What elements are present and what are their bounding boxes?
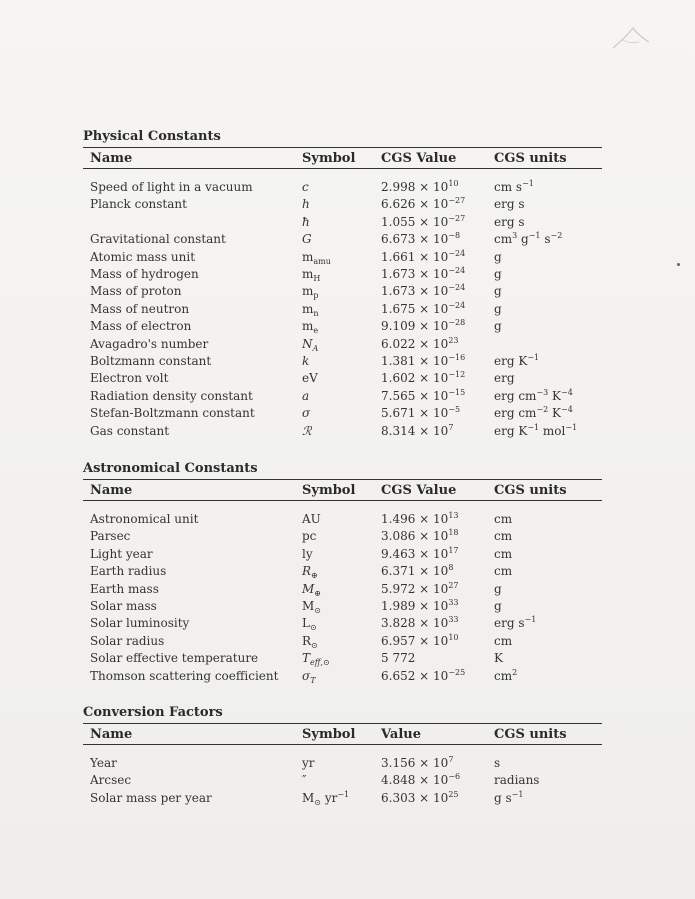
header-symbol: Symbol [295, 480, 374, 501]
cell-units: erg $K^{-1}$ mol$^{-1}$ [494, 422, 578, 438]
cell-symbol: $L_⊙$ [302, 616, 317, 633]
cell-name: Earth mass [90, 581, 159, 596]
table-row [83, 598, 602, 615]
cell-units: erg $cm^{-2}$ $K^{-4}$ [494, 405, 573, 421]
cell-value: $6.626 \times 10^{-27}$ [381, 196, 466, 212]
section-title: Physical Constants [83, 129, 221, 144]
header-value: CGS Value [374, 480, 487, 501]
cell-value: $1.055 \times 10^{-27}$ [381, 213, 466, 229]
table-header-row [83, 480, 602, 501]
cell-name: Atomic mass unit [90, 249, 196, 264]
cell-name: Speed of light in a vacuum [90, 180, 253, 194]
section-title: Astronomical Constants [83, 461, 258, 476]
cell-units: cm [494, 512, 513, 526]
cell-value: $6.957 \times 10^{10}$ [381, 632, 459, 648]
cell-symbol: $m_p$ [302, 284, 319, 301]
cell-name [83, 214, 295, 231]
conversion-factors-section [83, 703, 602, 807]
cell-units: erg [494, 371, 515, 386]
cell-symbol: pc [302, 529, 317, 544]
header-value: CGS Value [374, 148, 487, 169]
cell-value: $3.156 \times 10^7$ [381, 755, 454, 770]
cell-value: $6.022 \times 10^{23}$ [381, 335, 459, 351]
table-row [83, 423, 602, 440]
cell-units: g [494, 301, 502, 316]
cell-name: Solar luminosity [90, 616, 190, 631]
header-name: Name [83, 480, 295, 501]
cell-units: g $s^{-1}$ [494, 789, 524, 805]
cell-units: cm $s^{-1}$ [494, 179, 534, 194]
table-row [83, 668, 602, 685]
astronomical-constants-section [83, 459, 602, 685]
cell-value: $3.828 \times 10^{33}$ [381, 615, 459, 631]
cell-name: Boltzmann constant [90, 354, 212, 369]
cell-symbol: a [302, 388, 310, 403]
cell-name: Arcsec [90, 773, 132, 788]
cell-value: $3.086 \times 10^{18}$ [381, 528, 459, 544]
table-row [83, 772, 602, 789]
cell-name: Mass of electron [90, 319, 192, 334]
cell-symbol: $M_⊙$ [302, 599, 321, 616]
cell-value: $8.314 \times 10^7$ [381, 422, 454, 438]
cell-value: $1.381 \times 10^{-16}$ [381, 353, 466, 369]
cell-value: $6.673 \times 10^{-8}$ [381, 231, 461, 247]
table-row [83, 790, 602, 807]
section-title: Conversion Factors [83, 705, 223, 720]
physical-constants-section [83, 127, 602, 440]
table-row [83, 546, 602, 563]
table-row [83, 650, 602, 667]
table-row [83, 169, 602, 197]
cell-value: $1.661 \times 10^{-24}$ [381, 248, 466, 264]
cell-symbol: h [302, 197, 310, 212]
header-units: CGS units [487, 148, 602, 169]
cell-name: Stefan-Boltzmann constant [90, 406, 255, 421]
table-row [83, 528, 602, 545]
cell-value: 5 772 [381, 651, 416, 666]
cell-units: cm [494, 546, 513, 561]
cell-name: Year [90, 756, 117, 770]
table-row [83, 318, 602, 335]
table-row [83, 266, 602, 283]
cell-units: g [494, 319, 502, 334]
cell-value: $9.463 \times 10^{17}$ [381, 545, 459, 561]
cell-value: $2.998 \times 10^{10}$ [381, 179, 459, 194]
table-header-row [83, 148, 602, 169]
cell-symbol: ℛ [302, 423, 312, 438]
cell-name: Gas constant [90, 423, 170, 438]
cell-units: erg $s^{-1}$ [494, 615, 537, 631]
cell-symbol: $M_⊙$ $yr^{-1}$ [302, 789, 350, 807]
physical-constants-table [83, 147, 602, 440]
cell-symbol: G [302, 232, 312, 247]
cell-symbol: $m_n$ [302, 301, 319, 318]
header-name: Name [83, 724, 295, 745]
header-name: Name [83, 148, 295, 169]
cell-symbol: $N_A$ [302, 336, 319, 353]
cell-units: erg $K^{-1}$ [494, 353, 540, 369]
cell-symbol: k [302, 354, 310, 369]
table-row [83, 370, 602, 387]
cell-units: g [494, 249, 502, 264]
cell-symbol: $m_e$ [302, 319, 319, 336]
cell-units: erg $cm^{-3}$ $K^{-4}$ [494, 387, 573, 403]
cell-units: radians [494, 773, 540, 788]
cell-units: s [494, 756, 501, 770]
header-symbol: Symbol [295, 148, 374, 169]
astronomical-constants-table [83, 479, 602, 685]
cell-units: g [494, 267, 502, 282]
cell-name: Planck constant [90, 197, 187, 212]
cell-value: $6.303 \times 10^{25}$ [381, 789, 459, 805]
cell-symbol: $m_{amu}$ [302, 249, 331, 266]
table-row [83, 214, 602, 231]
cell-units: g [494, 284, 502, 299]
table-row [83, 283, 602, 300]
cell-value: $6.371 \times 10^8$ [381, 563, 454, 579]
cell-value: $1.989 \times 10^{33}$ [381, 598, 459, 614]
cell-symbol: σ [302, 406, 311, 421]
header-value: Value [374, 724, 487, 745]
cell-name: Light year [90, 546, 153, 561]
cell-symbol: $M_\oplus$ [302, 581, 321, 598]
cell-name: Astronomical unit [90, 512, 199, 526]
table-row [83, 249, 602, 266]
cell-name: Solar effective temperature [90, 651, 259, 666]
header-symbol: Symbol [295, 724, 374, 745]
table-row [83, 405, 602, 422]
cell-name: Avagadro's number [90, 336, 209, 351]
table-row [83, 745, 602, 773]
cell-name: Solar mass [90, 599, 157, 614]
table-row [83, 615, 602, 632]
cell-name: Solar radius [90, 633, 165, 648]
table-row [83, 231, 602, 248]
cell-value: $5.972 \times 10^{27}$ [381, 580, 459, 596]
conversion-factors-table [83, 723, 602, 807]
cell-value: $1.673 \times 10^{-24}$ [381, 283, 466, 299]
cell-symbol: eV [302, 371, 318, 386]
cell-name: Gravitational constant [90, 232, 226, 247]
cell-value: $5.671 \times 10^{-5}$ [381, 405, 461, 421]
cell-value: $4.848 \times 10^{-6}$ [381, 772, 461, 788]
cell-value: $1.673 \times 10^{-24}$ [381, 266, 466, 282]
table-row [83, 336, 602, 353]
table-row [83, 501, 602, 529]
table-row [83, 581, 602, 598]
cell-symbol: ħ [302, 214, 310, 229]
cell-symbol: ″ [302, 773, 307, 788]
cell-units: $cm^3$ $g^{-1}$ $s^{-2}$ [494, 231, 563, 247]
cell-units: cm [494, 529, 513, 544]
table-row [83, 353, 602, 370]
cell-name: Mass of hydrogen [90, 267, 199, 282]
cell-units: $cm^2$ [494, 667, 518, 683]
cell-units: cm [494, 633, 513, 648]
table-row [83, 563, 602, 580]
cell-symbol: $\sigma_T$ [302, 668, 316, 685]
cell-value: $1.496 \times 10^{13}$ [381, 511, 459, 526]
cell-name: Earth radius [90, 564, 167, 579]
paper-speck [677, 263, 680, 266]
cell-name: Electron volt [90, 371, 169, 386]
cell-symbol: $m_H$ [302, 267, 321, 284]
header-units: CGS units [487, 480, 602, 501]
cell-name: Parsec [90, 529, 131, 544]
cell-symbol: $R_\oplus$ [302, 564, 318, 581]
cell-units: K [494, 651, 503, 666]
cell-value: $1.675 \times 10^{-24}$ [381, 300, 466, 316]
cell-symbol: $R_⊙$ [302, 633, 318, 650]
cell-units: cm [494, 564, 513, 579]
cell-units: g [494, 581, 502, 596]
cell-value: $7.565 \times 10^{-15}$ [381, 387, 466, 403]
table-row [83, 301, 602, 318]
table-row [83, 388, 602, 405]
cell-name: Radiation density constant [90, 388, 253, 403]
cell-name: Solar mass per year [90, 790, 212, 805]
cell-units [487, 336, 602, 353]
header-units: CGS units [487, 724, 602, 745]
cell-value: $9.109 \times 10^{-28}$ [381, 318, 466, 334]
cell-symbol: yr [302, 756, 315, 770]
cell-symbol: $T_{eff,⊙}$ [302, 651, 330, 668]
cell-symbol: AU [302, 512, 321, 526]
cell-symbol: ly [302, 546, 313, 561]
cell-name: Mass of proton [90, 284, 182, 299]
table-row [83, 633, 602, 650]
cell-value: $6.652 \times 10^{-25}$ [381, 667, 466, 683]
table-row [83, 196, 602, 213]
cell-units: g [494, 599, 502, 614]
cell-name: Mass of neutron [90, 301, 190, 316]
cell-units: erg s [494, 214, 525, 229]
table-header-row [83, 724, 602, 745]
cell-name: Thomson scattering coefficient [90, 668, 279, 683]
paper-fold-mark [605, 18, 655, 58]
cell-units: erg s [494, 197, 525, 212]
cell-value: $1.602 \times 10^{-12}$ [381, 370, 466, 386]
cell-symbol: c [302, 180, 309, 194]
